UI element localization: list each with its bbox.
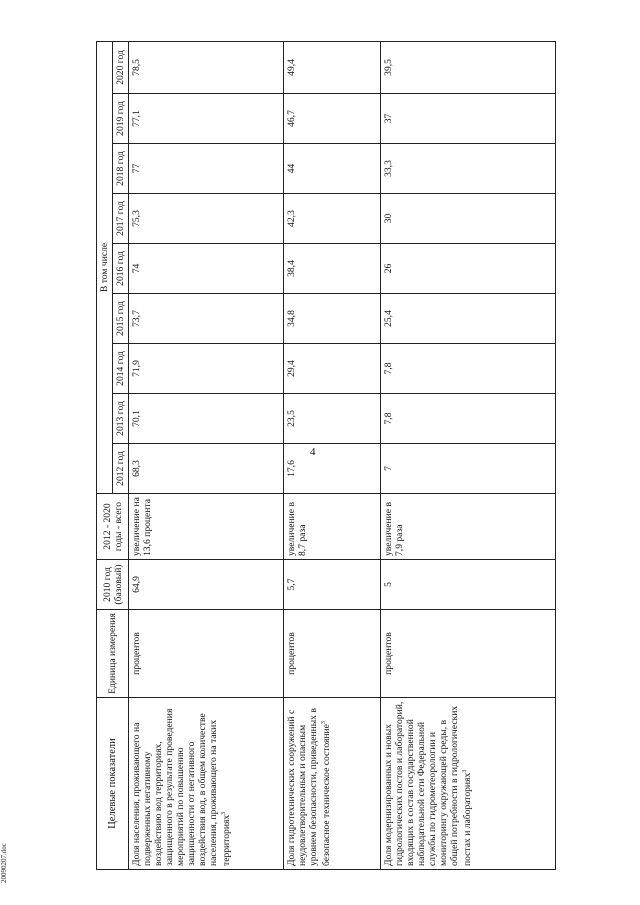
value-cell: 17,6 [284, 444, 381, 494]
page-number: 4 [310, 446, 316, 458]
value-cell: 34,8 [284, 294, 381, 344]
total-cell: увеличение в 8,7 раза [284, 494, 381, 560]
value-cell: 68,3 [129, 444, 284, 494]
total-cell: увеличение на 13,6 процента [129, 494, 284, 560]
value-cell: 29,4 [284, 344, 381, 394]
value-cell: 70,1 [129, 394, 284, 444]
indicator-name: Доля гидротехнических сооружений с неудовлетворительным и опасным уровнем безопасности, приведенных в безопасное техническое состояние$^3$ [284, 698, 381, 870]
value-cell: 49,4 [284, 41, 381, 93]
value-cell: 23,5 [284, 394, 381, 444]
header-total: 2012 - 2020 годы - всего [97, 494, 129, 560]
header-base: 2010 год (базовый) [97, 560, 129, 610]
value-cell: 39,5 [381, 41, 556, 93]
value-cell: 77 [129, 144, 284, 194]
value-cell: 77,1 [129, 94, 284, 144]
table-row [381, 41, 556, 869]
value-cell: 74 [129, 244, 284, 294]
value-cell: 42,3 [284, 194, 381, 244]
value-cell: 37 [381, 94, 556, 144]
header-year: 2012 год [113, 444, 129, 494]
value-cell: 26 [381, 244, 556, 294]
value-cell: 38,4 [284, 244, 381, 294]
value-cell: 71,9 [129, 344, 284, 394]
unit-cell: процентов [284, 610, 381, 698]
footnote-mark: 3 [221, 811, 227, 815]
rotated-table-container [96, 42, 636, 870]
header-year: 2018 год [113, 144, 129, 194]
value-cell: 46,7 [284, 94, 381, 144]
value-cell: 78,5 [129, 41, 284, 93]
value-cell: 33,3 [381, 144, 556, 194]
value-cell: 75,3 [129, 194, 284, 244]
base-cell: 5,7 [284, 560, 381, 610]
value-cell: 73,7 [129, 294, 284, 344]
header-year: 2020 год [113, 41, 129, 93]
base-cell: 64,9 [129, 560, 284, 610]
header-year: 2016 год [113, 244, 129, 294]
unit-cell: процентов [381, 610, 556, 698]
footnote-mark: 3 [321, 721, 327, 725]
header-indicator: Целевые показатели [97, 698, 129, 870]
value-cell: 7,8 [381, 344, 556, 394]
table-row [284, 41, 381, 869]
base-cell: 5 [381, 560, 556, 610]
target-indicators-table [96, 41, 556, 870]
file-stamp: 20090207.doc [0, 843, 8, 883]
total-cell: увеличение в 7,9 раза [381, 494, 556, 560]
value-cell: 25,4 [381, 294, 556, 344]
indicator-name: Доля модернизированных и новых гидрологических постов и лабораторий, входящих в состав государственной наблюдательной сети Федеральной службы по гидрометеорологии и мониторингу окружающей среды, в общей потребности в гидрологических постах и лабораториях$^3$ [381, 698, 556, 870]
header-including: В том числе [97, 41, 113, 493]
header-year: 2014 год [113, 344, 129, 394]
header-year: 2017 год [113, 194, 129, 244]
unit-cell: процентов [129, 610, 284, 698]
table-row [129, 41, 284, 869]
footnote-mark: 3 [462, 769, 468, 773]
value-cell: 44 [284, 144, 381, 194]
value-cell: 7,8 [381, 394, 556, 444]
header-year: 2013 год [113, 394, 129, 444]
indicator-name: Доля населения, проживающего на подверженных негативному воздействию вод территориях, защищенного в результате проведения мероприятий по повышению защищенности от негативного воздействия вод, в общем количестве населения, проживающего на таких территориях$^3$ [129, 698, 284, 870]
header-year: 2019 год [113, 94, 129, 144]
value-cell: 7 [381, 444, 556, 494]
value-cell: 30 [381, 194, 556, 244]
header-unit: Единица измерения [97, 610, 129, 698]
header-year: 2015 год [113, 294, 129, 344]
